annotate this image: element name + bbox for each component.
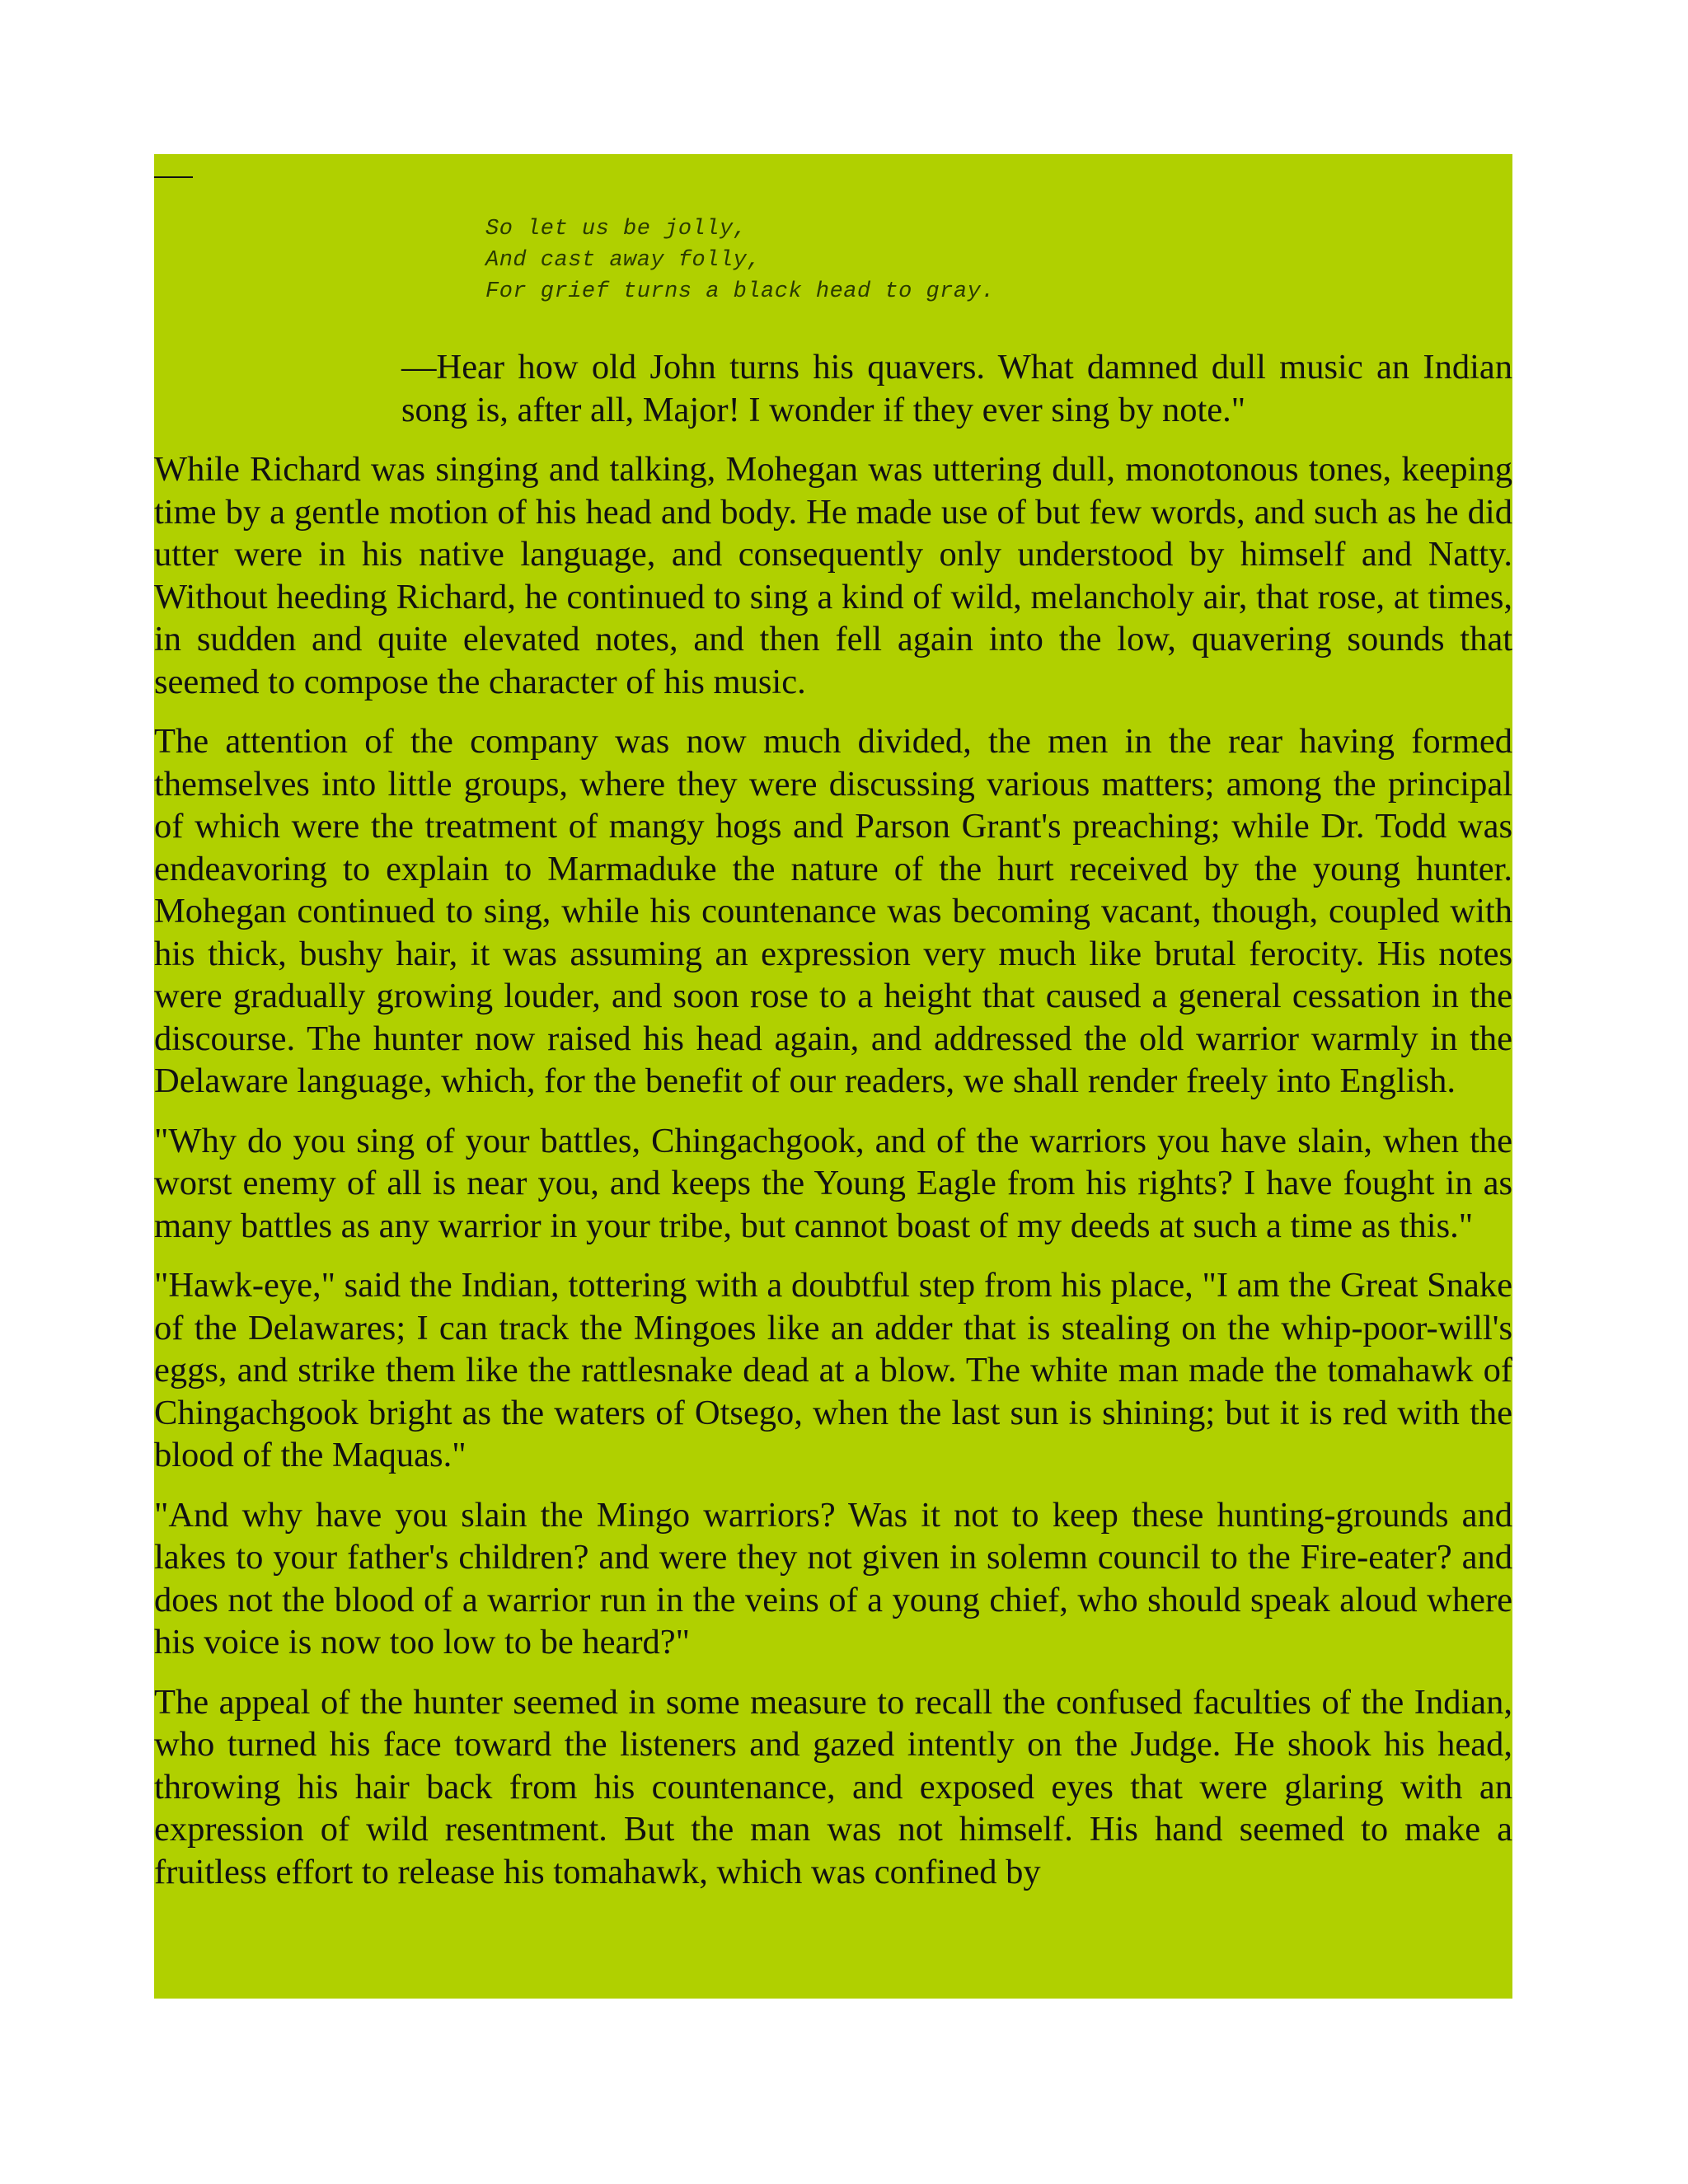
- paragraph: While Richard was singing and talking, Mohegan was uttering dull, monotonous tones, keeping time by a gentle motion of his head and body. He made use of but few words, and such as he did utter were in his native language, and consequently only understood by himself and Natty. Without heeding Richard, he continued to sing a kind of wild, melancholy air, that rose, at times, in sudden and quite elevated notes, and then fell again into the low, quavering sounds that seemed to compose the character of his music.: [154, 450, 1512, 701]
- paragraph: The appeal of the hunter seemed in some measure to recall the confused faculties of the Indian, who turned his face toward the listeners and gazed intently on the Judge. He shook his head, throwing his hair back from his countenance, and exposed eyes that were glaring with an expression of wild resentment. But the man was not himself. His hand seemed to make a fruitless effort to release his tomahawk, which was confined by: [154, 1682, 1512, 1891]
- paragraph: "Hawk-eye," said the Indian, tottering with a doubtful step from his place, "I am the Great Snake of the Delawares; I can track the Mingoes like an adder that is stealing on the whip-poor-will's eggs, and strike them like the rattlesnake dead at a blow. The white man made the tomahawk of Chingachgook bright as the waters of Otsego, when the last sun is shining; but it is red with the blood of the Maquas.": [154, 1266, 1512, 1474]
- verse-line: So let us be jolly,: [485, 217, 748, 241]
- page-text-block: [154, 154, 1512, 1999]
- paragraph: The attention of the company was now much divided, the men in the rear having formed themselves into little groups, where they were discussing various matters; among the principal of which were the treatment of mangy hogs and Parson Grant's preaching; while Dr. Todd was endeavoring to explain to Marmaduke the nature of the hurt received by the young hunter. Mohegan continued to sing, while his countenance was becoming vacant, though, coupled with his thick, bushy hair, it was assuming an expression very much like brutal ferocity. His notes were gradually growing louder, and soon rose to a height that caused a general cessation in the discourse. The hunter now raised his head again, and addressed the old warrior warmly in the Delaware language, which, for the benefit of our readers, we shall render freely into English.: [154, 722, 1512, 1100]
- paragraph: "Why do you sing of your battles, Chingachgook, and of the warriors you have slain, when the worst enemy of all is near you, and keeps the Young Eagle from his rights? I have fought in as many battles as any warrior in your tribe, but cannot boast of my deeds at such a time as this.": [154, 1121, 1512, 1245]
- verse-line: For grief turns a black head to gray.: [485, 279, 995, 304]
- top-rule: [154, 176, 193, 178]
- verse-line: And cast away folly,: [485, 248, 762, 273]
- verse-block: [485, 213, 995, 307]
- body-text: [154, 346, 1512, 1910]
- paragraph: "And why have you slain the Mingo warriors? Was it not to keep these hunting-grounds and lakes to your father's children? and were they not given in solemn council to the Fire-eater? and does not the blood of a warrior run in the veins of a young chief, who should speak aloud where his voice is now too low to be heard?": [154, 1495, 1512, 1661]
- paragraph: —Hear how old John turns his quavers. What damned dull music an Indian song is, after all, Major! I wonder if they ever sing by note.": [401, 348, 1512, 429]
